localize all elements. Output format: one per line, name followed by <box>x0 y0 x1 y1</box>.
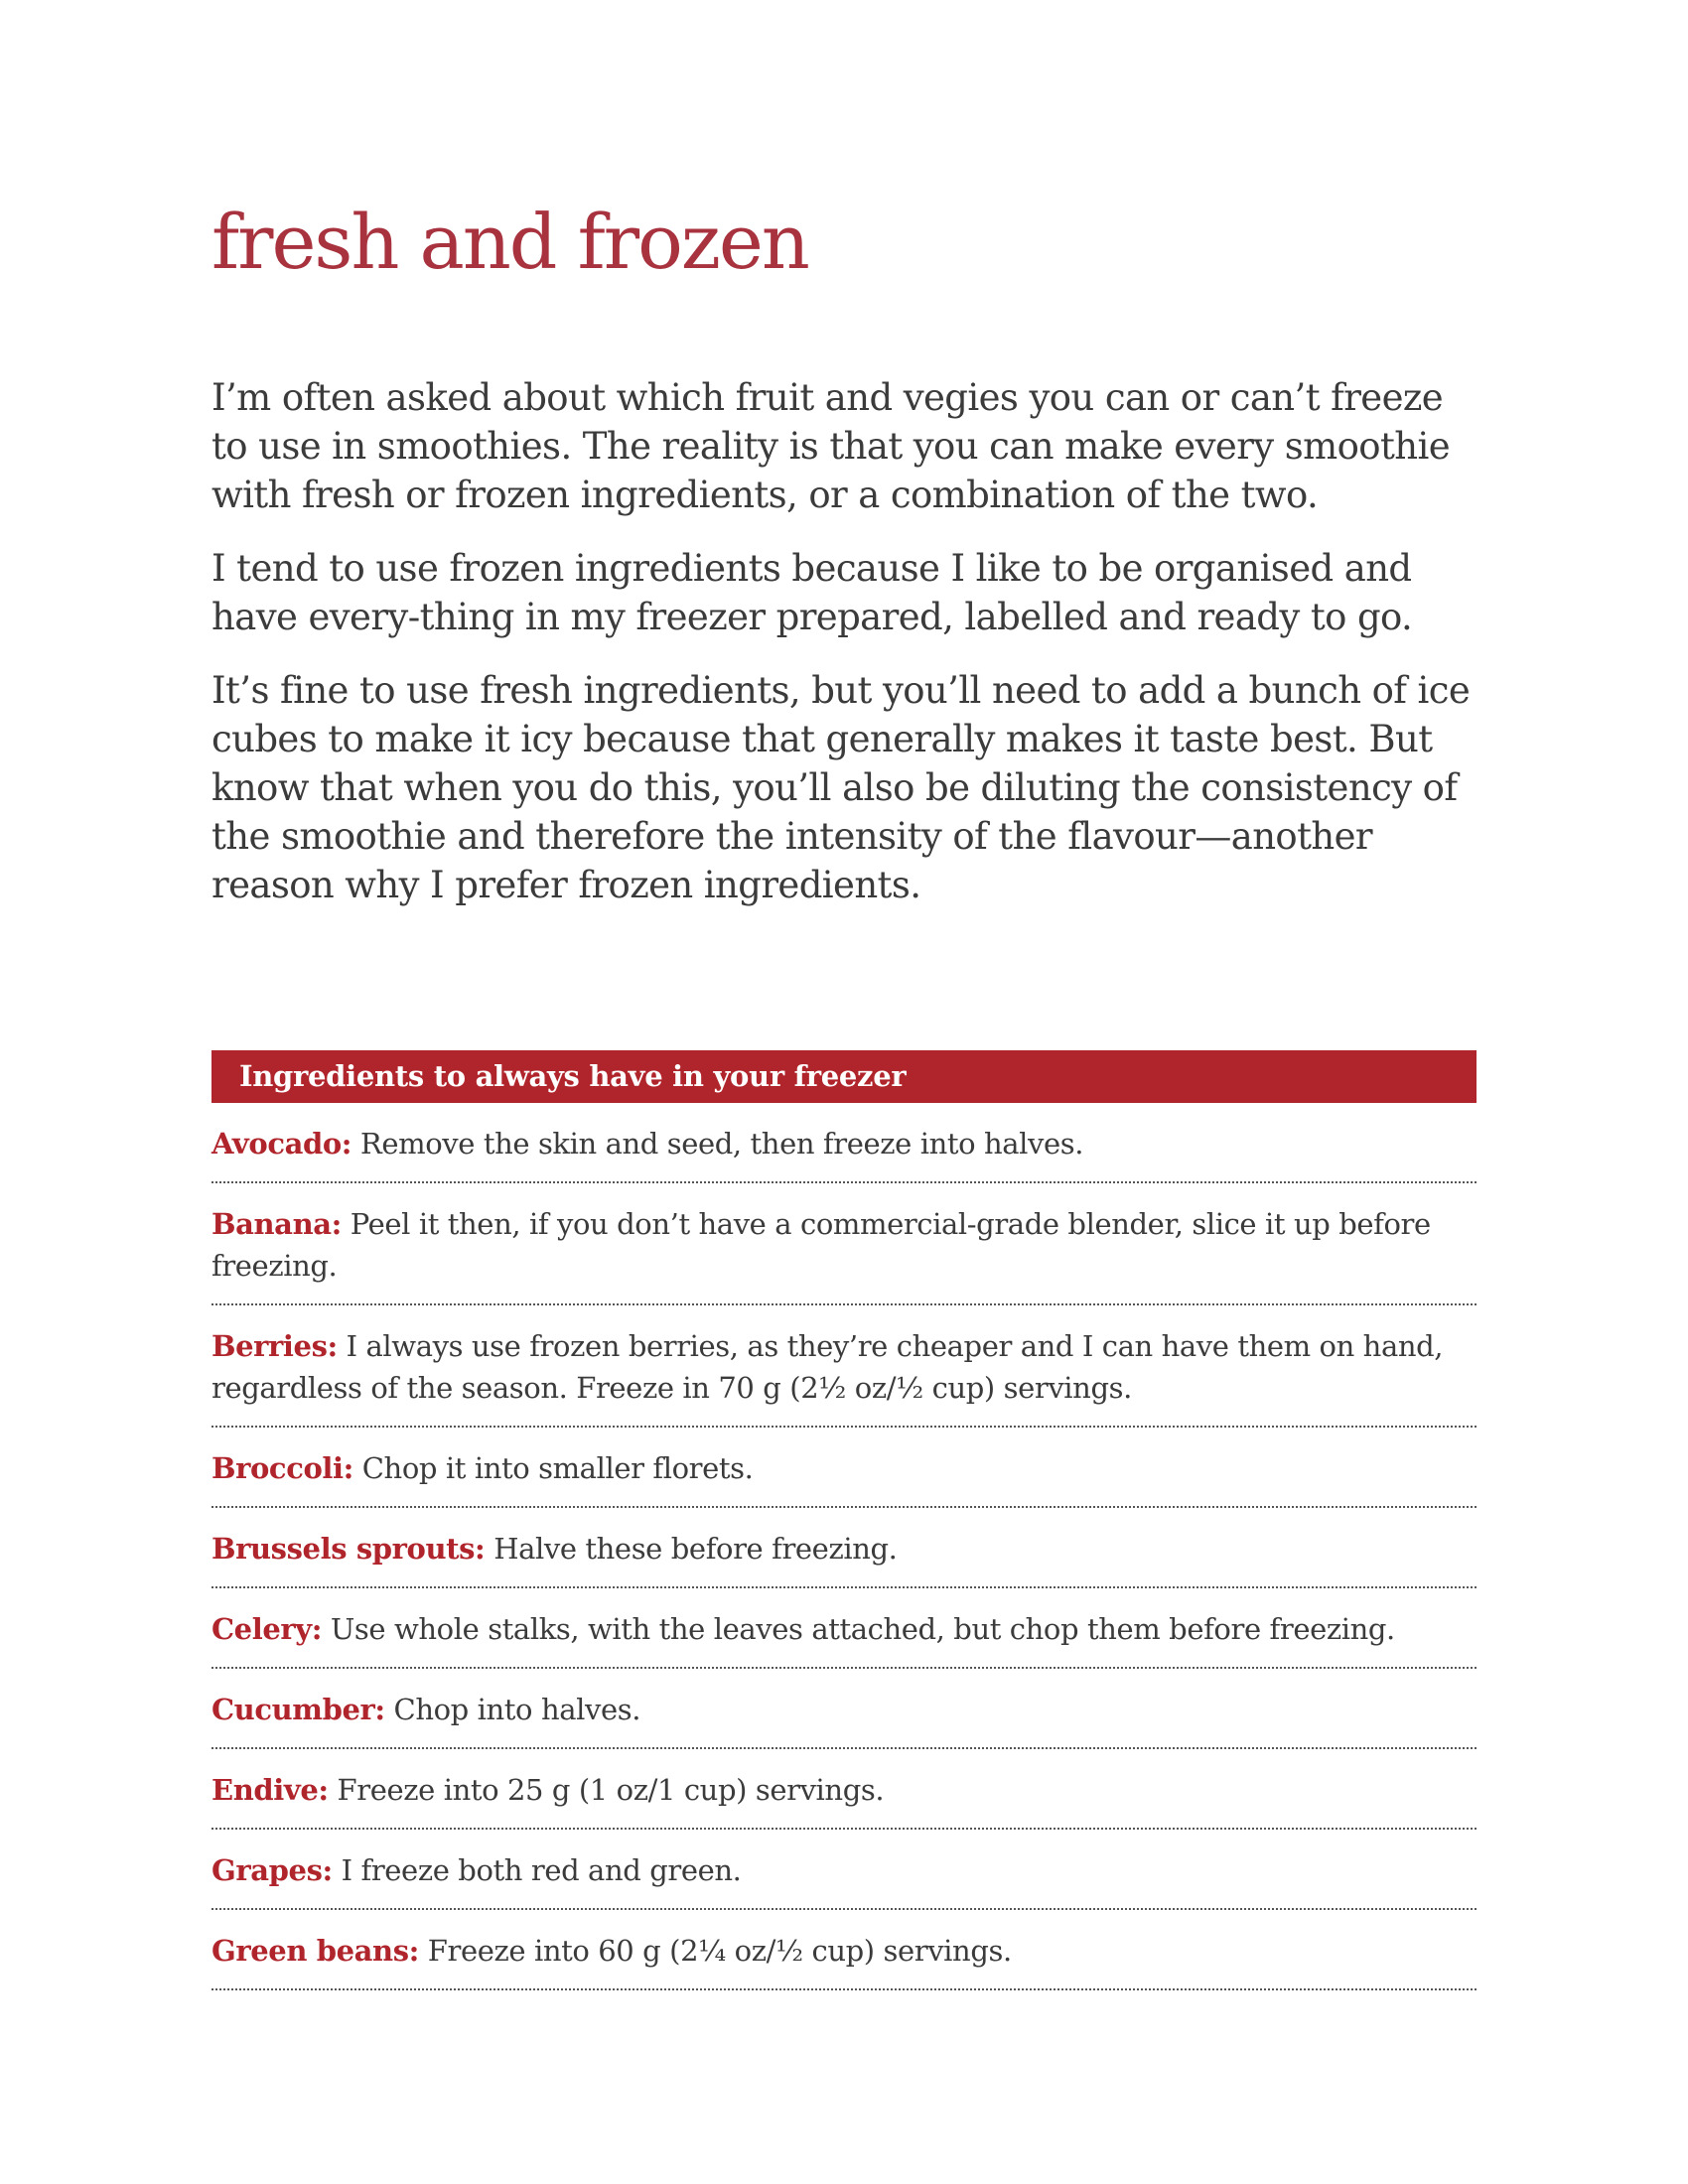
ingredient-description: I freeze both red and green. <box>341 1853 742 1887</box>
list-item <box>211 1588 1477 1669</box>
box-heading: Ingredients to always have in your freezer <box>211 1050 1477 1103</box>
list-item <box>211 1669 1477 1749</box>
ingredient-description: Peel it then, if you don’t have a commercial-grade blender, slice it up before freezing. <box>211 1207 1431 1283</box>
ingredient-term: Celery: <box>211 1612 323 1646</box>
freezer-ingredients-box <box>211 1050 1477 1990</box>
ingredient-term: Green beans: <box>211 1934 419 1968</box>
ingredient-description: Halve these before freezing. <box>493 1532 898 1566</box>
ingredient-term: Brussels sprouts: <box>211 1532 486 1566</box>
list-item <box>211 1428 1477 1508</box>
list-item <box>211 1910 1477 1990</box>
ingredient-description: Freeze into 60 g (2¼ oz/½ cup) servings. <box>427 1934 1012 1968</box>
intro-text <box>211 373 1477 934</box>
ingredient-description: Chop it into smaller florets. <box>361 1451 754 1485</box>
list-item <box>211 1103 1477 1183</box>
list-item <box>211 1749 1477 1830</box>
ingredient-term: Broccoli: <box>211 1451 353 1485</box>
ingredient-description: Use whole stalks, with the leaves attached, but chop them before freezing. <box>330 1612 1395 1646</box>
page-title: fresh and frozen <box>211 198 808 286</box>
ingredient-list <box>211 1103 1477 1990</box>
intro-paragraph: I tend to use frozen ingredients because I like to be organised and have every-thing in my freezer prepared, labelled and ready to go. <box>211 547 1413 638</box>
ingredient-term: Cucumber: <box>211 1693 385 1726</box>
list-item <box>211 1305 1477 1428</box>
intro-paragraph: It’s fine to use fresh ingredients, but you’ll need to add a bunch of ice cubes to make it icy because that generally makes it taste best. But know that when you do this, you’ll also be diluting the consistency of the smoothie and therefore the intensity of the flavour—another reason why I prefer frozen ingredients. <box>211 669 1471 906</box>
ingredient-term: Banana: <box>211 1207 342 1241</box>
ingredient-term: Endive: <box>211 1773 329 1807</box>
list-item <box>211 1183 1477 1305</box>
ingredient-term: Avocado: <box>211 1127 352 1160</box>
list-item <box>211 1830 1477 1910</box>
list-item <box>211 1508 1477 1588</box>
ingredient-description: Remove the skin and seed, then freeze into halves. <box>359 1127 1084 1160</box>
ingredient-description: Chop into halves. <box>393 1693 641 1726</box>
ingredient-term: Berries: <box>211 1329 338 1363</box>
intro-paragraph: I’m often asked about which fruit and vegies you can or can’t freeze to use in smoothies. The reality is that you can make every smoothie with fresh or frozen ingredients, or a combination of the two. <box>211 376 1451 516</box>
ingredient-description: Freeze into 25 g (1 oz/1 cup) servings. <box>337 1773 885 1807</box>
ingredient-description: I always use frozen berries, as they’re cheaper and I can have them on hand, regardless of the season. Freeze in 70 g (2½ oz/½ cup) servings. <box>211 1329 1444 1405</box>
ingredient-term: Grapes: <box>211 1853 333 1887</box>
